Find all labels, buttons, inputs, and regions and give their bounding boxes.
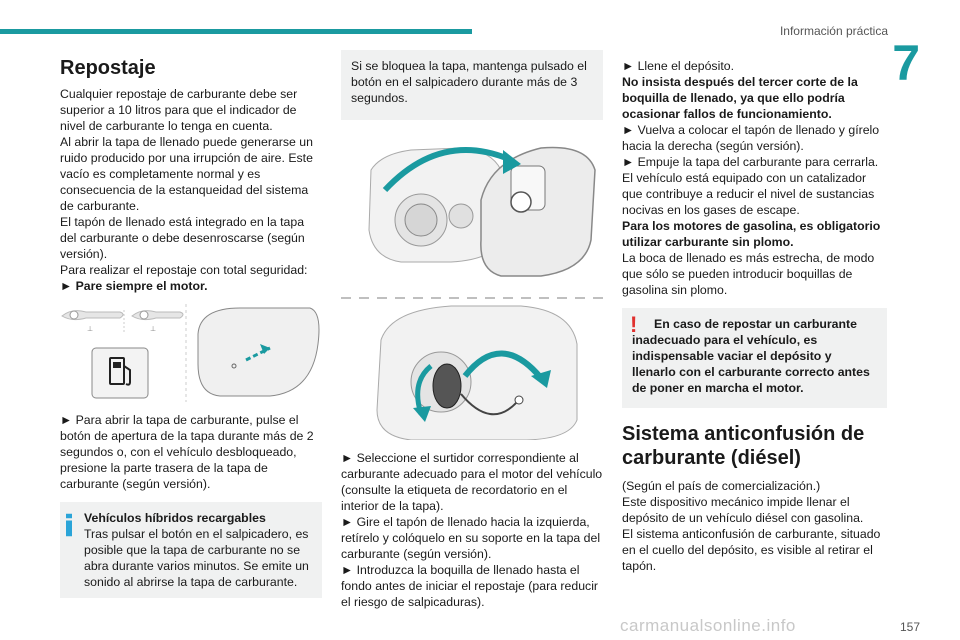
watermark: carmanualsonline.info bbox=[620, 616, 796, 635]
misfuel-country-note: (Según el país de comercialización.) bbox=[622, 479, 821, 493]
misfuel-location: El sistema anticonfusión de carburante, situado en el cuello del depósito, es visible al retirar el tapón. bbox=[622, 527, 881, 573]
info-box-title: Vehículos híbridos recargables bbox=[84, 511, 266, 525]
filler-cap-drawing bbox=[341, 130, 603, 440]
step-select-pump: ► Seleccione el surtidor correspondiente al carburante adecuado para el motor del vehículo (consulte la etiqueta de recordatorio en el interior de la tapa). bbox=[341, 451, 603, 513]
warning-box bbox=[622, 308, 887, 408]
page-number: 157 bbox=[899, 620, 920, 634]
column-3 bbox=[622, 50, 887, 574]
step-insert-nozzle: ► Introduzca la boquilla de llenado hasta el fondo antes de iniciar el repostaje (para reducir el riesgo de salpicaduras). bbox=[341, 563, 599, 609]
paragraph: El tapón de llenado está integrado en la tapa del carburante o debe desenroscarse (según versión). bbox=[60, 215, 305, 261]
nozzle-note: La boca de llenado es más estrecha, de modo que sólo se pueden introducir boquillas de gasolina sin plomo. bbox=[622, 251, 875, 297]
warning-icon: ! bbox=[630, 312, 638, 337]
section-title-misfuel: Sistema anticonfusión de carburante (diésel) bbox=[622, 423, 865, 469]
info-icon bbox=[66, 510, 72, 540]
column-1 bbox=[60, 50, 322, 598]
column-2 bbox=[341, 50, 603, 610]
info-box bbox=[60, 502, 322, 598]
paragraph: Cualquier repostaje de carburante debe ser superior a 10 litros para que el indicador de nivel de carburante lo tenga en cuenta. bbox=[60, 87, 298, 133]
paragraph: Al abrir la tapa de llenado puede generarse un ruido producido por una irrupción de aire. Este vacío es completamente normal y es consecuencia de la estanqueidad del sistema de carburante. bbox=[60, 135, 313, 213]
misfuel-description: Este dispositivo mecánico impide llenar el depósito de un vehículo diésel con gasolina. bbox=[622, 495, 864, 525]
info-box-text: Tras pulsar el botón en el salpicadero, es posible que la tapa de carburante no se abra durante varios minutos. Se emite un sonido al abrirse la tapa de carburante. bbox=[84, 527, 309, 589]
unleaded-note: Para los motores de gasolina, es obligatorio utilizar carburante sin plomo. bbox=[622, 219, 881, 249]
page-title: Repostaje bbox=[60, 57, 156, 79]
step-fill-tank: ► Llene el depósito. bbox=[622, 59, 734, 73]
svg-text:⊥: ⊥ bbox=[150, 325, 157, 333]
step-open-flap: ► Para abrir la tapa de carburante, pulse el botón de apertura de la tapa durante más de 2 segundos o, con el vehículo desbloqueado, presione la parte trasera de la tapa de carburante (según versión). bbox=[60, 413, 314, 491]
warning-box-text: En caso de repostar un carburante inadecuado para el vehículo, es indispensable vaciar el depósito y llenarlo con el carburante correcto antes de poner en marcha el motor. bbox=[632, 317, 870, 395]
step-remove-cap: ► Gire el tapón de llenado hacia la izquierda, retírelo y colóquelo en su soporte en la tapa del carburante (según versión). bbox=[341, 515, 601, 561]
filler-cap-illustration bbox=[341, 130, 603, 440]
warning-cutoff: No insista después del tercer corte de la boquilla de llenado, ya que ello podría ocasionar fallos de funcionamiento. bbox=[622, 75, 858, 121]
chapter-number: 7 bbox=[892, 35, 920, 91]
step-close-flap: ► Empuje la tapa del carburante para cerrarla. bbox=[622, 155, 879, 169]
step-replace-cap: ► Vuelva a colocar el tapón de llenado y gírelo hacia la derecha (según versión). bbox=[622, 123, 880, 153]
section-title: Información práctica bbox=[779, 24, 888, 38]
svg-text:⊥: ⊥ bbox=[87, 325, 94, 333]
step-stop-engine: ► Pare siempre el motor. bbox=[60, 279, 208, 293]
header-accent-bar bbox=[0, 29, 472, 34]
note-box-text: Si se bloquea la tapa, mantenga pulsado el botón en el salpicadero durante más de 3 segundos. bbox=[351, 59, 587, 105]
fuel-button-illustration bbox=[60, 304, 322, 402]
paragraph: Para realizar el repostaje con total seguridad: bbox=[60, 263, 308, 277]
note-box bbox=[341, 50, 603, 120]
catalyst-note: El vehículo está equipado con un catalizador que contribuye a reducir el nivel de sustancias nocivas en los gases de escape. bbox=[622, 171, 875, 217]
dashboard-button-drawing bbox=[60, 304, 322, 402]
